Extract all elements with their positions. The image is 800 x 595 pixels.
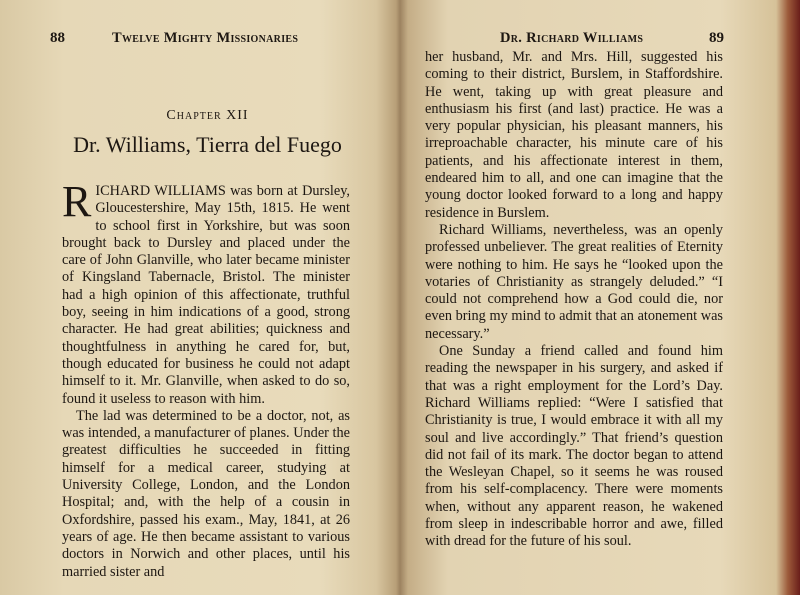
drop-cap: R bbox=[62, 177, 92, 226]
left-body-text bbox=[62, 177, 350, 581]
chapter-title: Dr. Williams, Tierra del Fuego bbox=[73, 132, 342, 157]
paragraph: One Sunday a friend called and found him reading the newspaper in his surgery, and asked if that was a right employment for the Lord’s Day. Richard Williams replied: “Were I satisfied that Christianity is true, I would embrace it with all my soul and live accordingly.” That friend’s question did not fail of its mark. The doctor began to attend the Wesleyan Chapel, so it seems he was roused from his self-complacency. There were moments when, without any apparent reason, he wakened from sleep in indescribable horror and awe, filled with dread for the future of his soul. bbox=[425, 343, 723, 550]
paragraph-text: ICHARD WILLIAMS was born at Dursley, Gloucestershire, May 15th, 1815. He went to school first in Yorkshire, but was soon brought back to Dursley and placed under the care of John Glanville, who later became minister of Kingsland Tabernacle, Bristol. The minister had a high opinion of this affectionate, truthful boy, seeing in him indications of a good, strong character. He had great abilities; quickness and thoughtfulness in anything he cared for, but, though educated for business he could not adapt himself to it. Mr. Glanville, when asked to do so, found it useless to reason with him. bbox=[62, 183, 350, 407]
chapter-label: Chapter XII bbox=[166, 108, 249, 123]
running-head-left: Twelve Mighty Missionaries bbox=[112, 30, 299, 46]
right-body-text bbox=[425, 49, 723, 551]
paragraph bbox=[62, 177, 350, 408]
paragraph: Richard Williams, nevertheless, was an openly professed unbeliever. The great realities of Eternity were nothing to him. He says he “looked upon the votaries of Christianity as strangely deluded.” “I could not comprehend how a God could die, nor even bring my mind to admit that an atonement was necessary.” bbox=[425, 221, 723, 342]
left-page bbox=[0, 0, 385, 595]
paragraph: The lad was determined to be a doctor, not, as was intended, a manufacturer of planes. Under the greatest difficulties he succeeded in fitting himself for a medical career, studying at University College, London, and the London Hospital; and, with the help of a cousin in Oxfordshire, passed his exam., May, 1841, at 26 years of age. He then became assistant to various doctors in Norwich and other places, until his married sister and bbox=[62, 407, 350, 580]
paragraph: her husband, Mr. and Mrs. Hill, suggested his coming to their district, Burslem, in Staffordshire. He went, taking up with great pleasure and enthusiasm his first (and last) practice. He was a very popular physician, his pleasant manners, his irreproachable character, his minute care of his patients, and his affectionate interest in them, endeared him to all, and one can imagine that the young doctor looked forward to a long and happy residence in Burslem. bbox=[425, 49, 723, 221]
page-number-right: 89 bbox=[709, 30, 724, 46]
running-head-right: Dr. Richard Williams bbox=[500, 30, 644, 46]
right-page bbox=[395, 0, 775, 595]
page-number-left: 88 bbox=[50, 30, 65, 46]
